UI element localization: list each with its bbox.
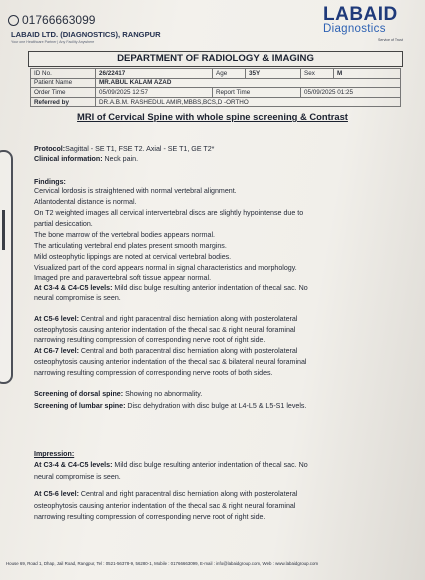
order-time-value: 05/09/2025 12:57 bbox=[96, 88, 213, 98]
protocol-label: Protocol: bbox=[34, 145, 66, 153]
paper-clip-shadow bbox=[2, 210, 13, 250]
labaid-logo: LABAID bbox=[323, 4, 398, 25]
c56-label: At C5-6 level: bbox=[34, 315, 79, 323]
finding-line: Cervical lordosis is straightened with normal vertebral alignment. bbox=[34, 187, 237, 195]
protocol-value: Sagittal - SE T1, FSE T2. Axial - SE T1, GE T2* bbox=[65, 145, 215, 153]
phone-icon bbox=[8, 15, 19, 26]
c56-text: Central and right paracentral disc herniation along with posterolateral bbox=[78, 315, 298, 323]
age-label: Age bbox=[213, 69, 246, 79]
footer-address: House 69, Road 1, Dhap, Jail Road, Rangpur, Tel : 0521-56378-9, 56280-1, Mobile : 01766663099, E-mail : info@labaidgroup.com, Web : www.labaidgroup.com bbox=[6, 561, 319, 566]
impression-c56-text: Central and right paracentral disc herniation along with posterolateral bbox=[78, 490, 298, 498]
company-name: LABAID LTD. (DIAGNOSTICS), RANGPUR bbox=[11, 30, 161, 39]
name-label: Patient Name bbox=[31, 78, 96, 88]
c56-line-1 bbox=[34, 315, 297, 323]
dorsal-line bbox=[34, 390, 202, 398]
id-label: ID No. bbox=[31, 69, 96, 79]
finding-line: The articulating vertebral end plates present smooth margins. bbox=[34, 242, 227, 250]
sex-value: M bbox=[334, 69, 401, 79]
lumbar-line bbox=[34, 402, 306, 410]
c67-text: Central and both paracentral disc herniation along with posterolateral bbox=[78, 347, 298, 355]
finding-line: Atlantodental distance is normal. bbox=[34, 198, 137, 206]
dorsal-label: Screening of dorsal spine: bbox=[34, 390, 124, 398]
referred-label: Referred by bbox=[31, 97, 96, 107]
clinical-label: Clinical information: bbox=[34, 155, 103, 163]
c56-line-3: narrowing resulting compression of corresponding nerve root of right side. bbox=[34, 336, 266, 344]
clinical-line bbox=[34, 155, 138, 163]
finding-line: On T2 weighted images all cervical intervertebral discs are slightly hypointense due to bbox=[34, 209, 304, 217]
finding-line: Imaged pre and paravertebral soft tissue appear normal. bbox=[34, 274, 212, 282]
c34-label: At C3-4 & C4-C5 levels: bbox=[34, 284, 113, 292]
dorsal-value: Showing no abnormality. bbox=[123, 390, 203, 398]
department-title: DEPARTMENT OF RADIOLOGY & IMAGING bbox=[28, 51, 403, 67]
logo-tagline: Service of Trust bbox=[378, 38, 403, 42]
age-value: 35Y bbox=[246, 69, 301, 79]
impression-c34-line-2: neural compromise is seen. bbox=[34, 473, 121, 481]
impression-c56-line-1 bbox=[34, 490, 297, 498]
impression-heading: Impression: bbox=[34, 450, 75, 458]
findings-heading: Findings: bbox=[34, 178, 66, 186]
c67-line-2: osteophytosis causing anterior indentation of the thecal sac & bilateral neural foraminal bbox=[34, 358, 307, 366]
phone-text: 01766663099 bbox=[22, 13, 96, 27]
clinical-value: Neck pain. bbox=[102, 155, 139, 163]
c56-line-2: osteophytosis causing anterior indentation of the thecal sac & right neural foraminal bbox=[34, 326, 296, 334]
finding-line: Visualized part of the cord appears normal in signal characteristics and morphology. bbox=[34, 264, 297, 272]
report-title: MRI of Cervical Spine with whole spine screening & Contrast bbox=[77, 111, 348, 122]
c67-line-3: narrowing resulting compression of corresponding nerve roots of both sides. bbox=[34, 369, 273, 377]
impression-c34-label: At C3-4 & C4-C5 levels: bbox=[34, 461, 113, 469]
referred-value: DR.A.B.M. RASHEDUL AMIR,MBBS,BCS,D -ORTHO bbox=[96, 97, 401, 107]
name-value: MR.ABUL KALAM AZAD bbox=[96, 78, 401, 88]
impression-c56-line-2: osteophytosis causing anterior indentation of the thecal sac & right neural foraminal bbox=[34, 502, 296, 510]
report-time-value: 05/09/2025 01:25 bbox=[301, 88, 401, 98]
finding-line: The bone marrow of the vertebral bodies appears normal. bbox=[34, 231, 215, 239]
c34-line-1 bbox=[34, 284, 308, 292]
id-value: 26/22417 bbox=[96, 69, 213, 79]
patient-info-table bbox=[30, 68, 401, 107]
sex-label: Sex bbox=[301, 69, 334, 79]
report-time-label: Report Time bbox=[213, 88, 301, 98]
lumbar-value: Disc dehydration with disc bulge at L4-L5 & L5-S1 levels. bbox=[125, 402, 307, 410]
c67-line-1 bbox=[34, 347, 297, 355]
phone-number bbox=[8, 13, 95, 27]
impression-c56-line-3: narrowing resulting compression of corresponding nerve root of right side. bbox=[34, 513, 266, 521]
c34-line-2: neural compromise is seen. bbox=[34, 294, 121, 302]
impression-c56-label: At C5-6 level: bbox=[34, 490, 79, 498]
protocol-line bbox=[34, 145, 214, 153]
paper-clip bbox=[0, 150, 13, 384]
finding-line: Mild osteophytic lippings are noted at cervical vertebral bodies. bbox=[34, 253, 232, 261]
c67-label: At C6-7 level: bbox=[34, 347, 79, 355]
impression-c34-text: Mild disc bulge resulting anterior indentation of thecal sac. No bbox=[112, 461, 308, 469]
finding-line: partial desiccation. bbox=[34, 220, 93, 228]
impression-c34-line-1 bbox=[34, 461, 308, 469]
order-time-label: Order Time bbox=[31, 88, 96, 98]
company-subtitle: Your one Healthcare Partner | Any Facility Anywhere bbox=[11, 40, 95, 44]
logo-subtitle: Diagnostics bbox=[323, 23, 386, 35]
lumbar-label: Screening of lumbar spine: bbox=[34, 402, 126, 410]
c34-text: Mild disc bulge resulting anterior indentation of thecal sac. No bbox=[112, 284, 308, 292]
